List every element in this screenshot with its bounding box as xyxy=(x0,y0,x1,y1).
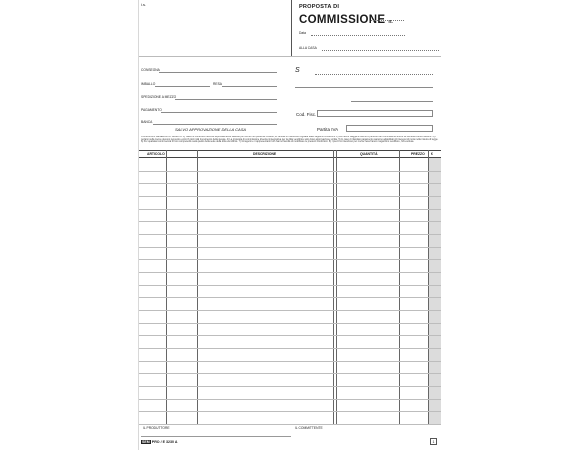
table-row[interactable] xyxy=(139,247,441,248)
banca-label: BANCA xyxy=(141,120,153,124)
title-block xyxy=(299,4,439,28)
table-row[interactable] xyxy=(139,411,441,412)
data-line[interactable] xyxy=(311,35,405,36)
header-quantita: QUANTITÀ xyxy=(360,152,378,156)
alla-casa-label: ALLA CASA xyxy=(299,46,317,50)
order-table xyxy=(139,150,441,424)
footer-code xyxy=(141,440,177,444)
title-prefix: PROPOSTA DI xyxy=(299,4,340,10)
client-signature-label: IL COMMITTENTE xyxy=(295,426,323,430)
table-row[interactable] xyxy=(139,297,441,298)
column-line xyxy=(333,150,334,424)
column-line xyxy=(428,150,429,424)
alla-casa-line[interactable] xyxy=(322,50,439,51)
header-descrizione: DESCRIZIONE xyxy=(253,152,277,156)
commission-proposal-form xyxy=(138,0,440,450)
table-row[interactable] xyxy=(139,196,441,197)
pagamento-line[interactable] xyxy=(161,112,277,113)
cod-fisc-label: Cod. Fisc. xyxy=(296,112,317,117)
cod-fisc-boxes[interactable] xyxy=(317,110,433,117)
table-row[interactable] xyxy=(139,335,441,336)
recipient-line-3[interactable] xyxy=(351,101,433,102)
consegna-line[interactable] xyxy=(159,72,277,73)
general-conditions: CONDIZIONI GENERALI DI VENDITA: 1) Salvo le condizioni diverse espressamente stabilite per iscritto nel presente modulo, le vendite si intendono regolate dalle seguenti condizioni. 2) La merce viaggia a rischio e pericolo del Committente anche se venduta franco destino. 3) I reclami sulla merce devono pervenire entro 8 giorni dal ricevimento della stessa. 4) La proposta di commissione diventa impegnativa per la ditta venditrice solo dopo approvazione scritta. 5) In caso di ritardato pagamento saranno addebitati gli interessi di mora nella misura di legge. 6) Per qualsiasi controversia il Foro competente sarà quello della sede della ditta venditrice. 7) Gli agenti e i rappresentanti non hanno facoltà di modificare le presenti condizioni. 8) I prezzi si intendono per merce resa franco magazzino venditore, IVA esclusa. xyxy=(141,136,439,143)
pagamento-label: PAGAMENTO xyxy=(141,108,162,112)
partita-iva-boxes[interactable] xyxy=(346,125,433,132)
partita-iva-label: Partita IVA xyxy=(317,127,339,132)
price-column-shade xyxy=(428,158,441,424)
header-prezzo: PREZZO xyxy=(411,152,425,156)
recipient-line-2[interactable] xyxy=(295,87,433,88)
producer-signature-line[interactable] xyxy=(141,436,291,437)
title-number-label: n. xyxy=(388,19,393,25)
table-row[interactable] xyxy=(139,183,441,184)
resa-label: RESA xyxy=(213,82,222,86)
column-line xyxy=(399,150,400,424)
table-row[interactable] xyxy=(139,373,441,374)
column-line xyxy=(336,150,337,424)
resa-line[interactable] xyxy=(222,86,277,87)
banca-line[interactable] xyxy=(153,124,277,125)
publisher-logo: SEM xyxy=(142,440,150,444)
spedizione-label: SPEDIZIONE A MEZZO xyxy=(141,95,177,99)
recipient-line-1[interactable] xyxy=(315,74,433,75)
producer-signature-label: IL PRODUTTORE xyxy=(143,426,170,430)
table-row[interactable] xyxy=(139,234,441,235)
table-header xyxy=(139,150,441,158)
column-line xyxy=(166,150,167,424)
table-row[interactable] xyxy=(139,285,441,286)
table-row[interactable] xyxy=(139,171,441,172)
table-row[interactable] xyxy=(139,259,441,260)
table-row[interactable] xyxy=(139,399,441,400)
header-separator xyxy=(139,56,441,57)
data-label: Data xyxy=(299,31,306,35)
top-left-mark: i.s. xyxy=(141,2,147,7)
consegna-label: CONSEGNA xyxy=(141,68,160,72)
page-number: 1 xyxy=(430,438,437,445)
header-divider xyxy=(291,0,292,56)
table-row[interactable] xyxy=(139,272,441,273)
number-line[interactable] xyxy=(371,20,404,21)
table-row[interactable] xyxy=(139,348,441,349)
header-articolo: ARTICOLO xyxy=(147,152,165,156)
table-row[interactable] xyxy=(139,424,441,425)
table-row[interactable] xyxy=(139,323,441,324)
imballo-line[interactable] xyxy=(155,86,210,87)
table-row[interactable] xyxy=(139,209,441,210)
table-row[interactable] xyxy=(139,310,441,311)
table-row[interactable] xyxy=(139,386,441,387)
title-row xyxy=(299,10,439,28)
header-euro: € xyxy=(431,152,433,156)
table-row[interactable] xyxy=(139,221,441,222)
spedizione-line[interactable] xyxy=(175,99,277,100)
form-code: PRO / E 3230 A xyxy=(151,440,178,444)
approval-note: SALVO APPROVAZIONE DELLA CASA xyxy=(175,127,247,132)
s-label: S xyxy=(295,67,300,74)
column-line xyxy=(197,150,198,424)
table-row[interactable] xyxy=(139,361,441,362)
imballo-label: IMBALLO xyxy=(141,82,156,86)
page-title: COMMISSIONE xyxy=(299,14,386,26)
